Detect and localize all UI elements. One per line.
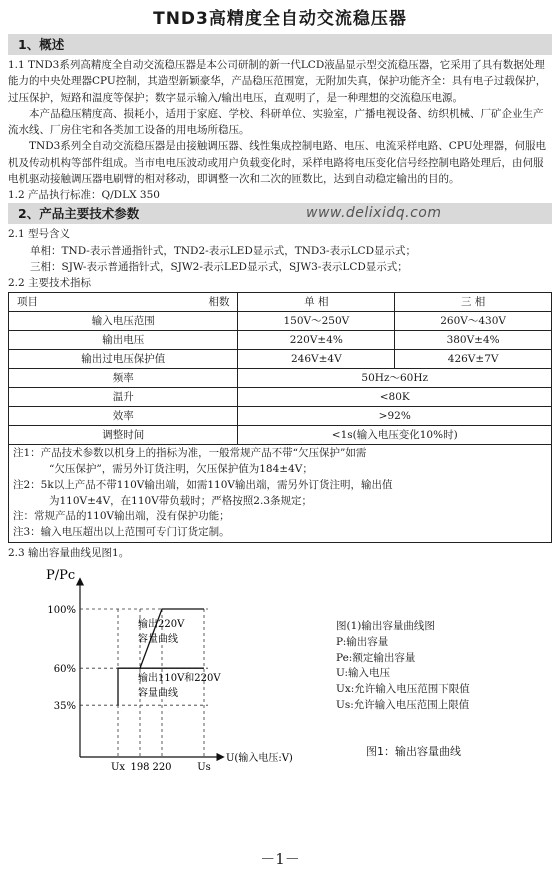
y-tick-label: 100% <box>47 605 76 617</box>
x-tick-label: Us <box>197 762 211 774</box>
row-name: 输出过电压保护值 <box>9 350 238 369</box>
model-single-phase: 单相：TND-表示普通指针式，TND2-表示LED显示式，TND3-表示LCD显示式； <box>30 244 417 257</box>
row-single: 246V±4V <box>238 350 395 369</box>
row-name: 调整时间 <box>9 426 238 445</box>
note-general: 注：常规产品的110V输出端，没有保护功能； <box>13 510 230 523</box>
section-2-heading-text: 2、产品主要技术参数 <box>18 206 140 222</box>
curve1-label-a: 输出220V <box>138 619 185 631</box>
row-name: 温升 <box>9 388 238 407</box>
document-title: TND3高精度全自动交流稳压器 <box>153 9 407 29</box>
para-2-1: 2.1 型号含义 <box>8 228 71 241</box>
table-row <box>9 407 552 426</box>
page-number: －1－ <box>260 850 300 868</box>
row-three: 260V～430V <box>395 312 552 331</box>
row-single: 150V～250V <box>238 312 395 331</box>
note-1: 注1：产品技术参数以机身上的指标为准，一般常规产品不带“欠压保护”如需 <box>13 447 367 460</box>
legend-item: U:输入电压 <box>336 667 391 680</box>
para-standard: 1.2 产品执行标准：Q/DLX 350 <box>8 189 160 202</box>
table-row <box>9 312 552 331</box>
table-row <box>9 331 552 350</box>
row-value: 50Hz～60Hz <box>238 369 552 388</box>
section-1-heading <box>8 34 552 55</box>
table-row <box>9 369 552 388</box>
note-2: 注2：5k以上产品不带110V输出端，如需110V输出端，需另外订货注明，输出值 <box>13 478 393 491</box>
row-single: 220V±4% <box>238 331 395 350</box>
y-tick-label: 35% <box>53 701 76 713</box>
header-three-phase: 三 相 <box>395 293 552 312</box>
table-row <box>9 388 552 407</box>
table-row <box>9 426 552 445</box>
y-tick-label: 60% <box>53 664 76 676</box>
legend-title: 图(1)输出容量曲线图 <box>336 620 435 633</box>
figure-caption: 图1：输出容量曲线 <box>366 745 461 759</box>
row-name: 输出电压 <box>9 331 238 350</box>
para-1-1: 1.1 TND3系列高精度全自动交流稳压器是本公司研制的新一代LCD液晶显示型交流稳压器，它采用了具有数据处理能力的中央处理器CPU控制，其造型新颖豪华，产品稳压范围宽，无附加失真，保护功能齐全：具有电子过载保护，过压保护，短路和温度等保护；数字显示输入/输出电压，直观明了，是一种理想的交流稳压电源。 <box>8 59 547 104</box>
legend-item: Pe:额定输出容量 <box>336 651 416 664</box>
x-axis-label: U(输入电压:V) <box>226 753 293 765</box>
para-composition: TND3系列全自动交流稳压器是由接触调压器、线性集成控制电路、电压、电流采样电路、CPU处理器，伺服电机及传动机构等部件组成。当市电电压波动或用户负载变化时，采样电路将电压变化信号经控制电路处理后，由伺服电机驱动接触调压器电刷臂的相对移动，即调整一次和二次的匝数比，达到自动稳定输出的目的。 <box>8 140 547 185</box>
spec-table <box>8 292 552 445</box>
header-single-phase: 单 相 <box>238 293 395 312</box>
curve2-label-a: 输出110V和220V <box>138 673 221 685</box>
capacity-chart <box>8 561 552 776</box>
spec-table-header <box>9 293 552 312</box>
section-2-heading <box>8 203 552 224</box>
x-tick-label: 198 <box>130 762 150 774</box>
row-name: 效率 <box>9 407 238 426</box>
header-item-phase <box>9 293 238 312</box>
row-value: <80K <box>238 388 552 407</box>
header-item-label: 项目 <box>17 296 38 309</box>
section-1-heading-text: 1、概述 <box>18 37 65 52</box>
note-2-cont: 为110V±4V，在110V带负载时；严格按照2.3条规定； <box>49 494 313 507</box>
curve1-label-b: 容量曲线 <box>138 634 178 646</box>
row-three: 426V±7V <box>395 350 552 369</box>
table-notes <box>8 445 552 543</box>
x-tick-label: 220 <box>152 762 172 774</box>
capacity-chart-svg <box>8 561 338 776</box>
note-3: 注3：输入电压超出以上范围可专门订货定制。 <box>13 526 230 539</box>
row-name: 频率 <box>9 369 238 388</box>
legend-item: Ux:允许输入电压范围下限值 <box>336 683 470 696</box>
para-2-3: 2.3 输出容量曲线见图1。 <box>8 546 130 559</box>
para-applications: 本产品稳压精度高、损耗小，适用于家庭、学校、科研单位、实验室，广播电视设备、纺织机械、厂矿企业生产流水线、厂房住宅和各类加工设备的用电场所稳压。 <box>8 107 544 137</box>
header-phase-label: 相数 <box>208 296 230 309</box>
row-value: <1s(输入电压变化10%时) <box>238 426 552 445</box>
legend-item: Us:允许输入电压范围上限值 <box>336 698 470 711</box>
note-1-cont: “欠压保护”，需另外订货注明，欠压保护值为184±4V； <box>49 463 313 476</box>
model-three-phase: 三相：SJW-表示普通指针式，SJW2-表示LED显示式，SJW3-表示LCD显示式； <box>30 260 408 273</box>
x-tick-label: Ux <box>110 762 126 774</box>
table-row <box>9 350 552 369</box>
curve2-label-b: 容量曲线 <box>138 688 178 700</box>
row-name: 输入电压范围 <box>9 312 238 331</box>
para-2-2: 2.2 主要技术指标 <box>8 277 92 290</box>
chart-legend <box>336 619 470 714</box>
y-axis-label: P/Pc <box>46 568 76 584</box>
row-three: 380V±4% <box>395 331 552 350</box>
website-watermark: www.delixidq.com <box>306 205 442 222</box>
legend-item: P:输出容量 <box>336 635 389 648</box>
row-value: >92% <box>238 407 552 426</box>
